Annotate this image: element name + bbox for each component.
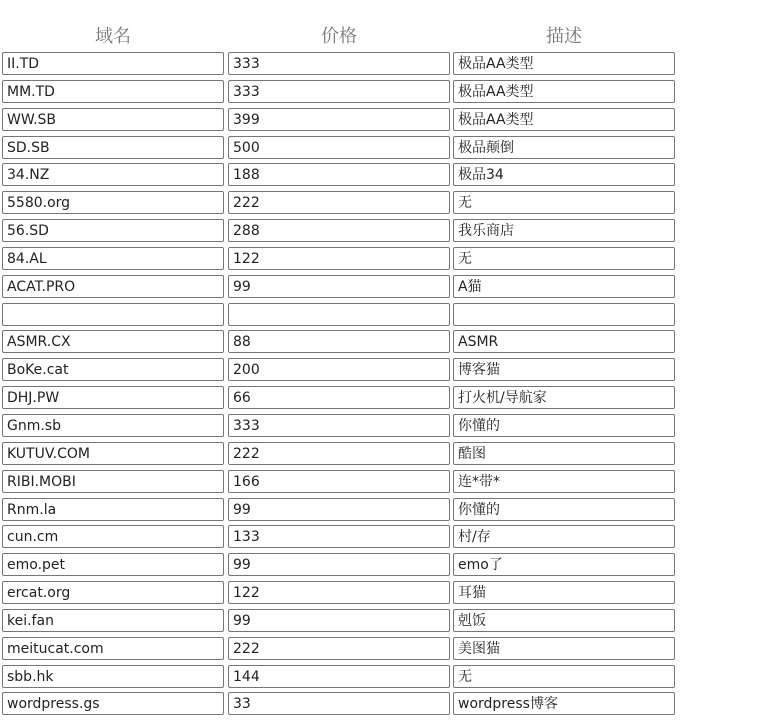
domain-field[interactable]: SD.SB — [2, 136, 224, 159]
table-row — [0, 553, 760, 581]
domain-field[interactable]: RIBI.MOBI — [2, 470, 224, 493]
domain-field[interactable]: BoKe.cat — [2, 358, 224, 381]
price-field[interactable]: 288 — [228, 219, 450, 242]
price-field[interactable]: 200 — [228, 358, 450, 381]
description-field[interactable]: A猫 — [453, 275, 675, 298]
domain-field[interactable]: 5580.org — [2, 191, 224, 214]
domain-field[interactable]: emo.pet — [2, 553, 224, 576]
price-field[interactable]: 222 — [228, 191, 450, 214]
description-field[interactable]: 耳猫 — [453, 581, 675, 604]
header-description: 描述 — [546, 26, 582, 47]
domain-field[interactable]: II.TD — [2, 52, 224, 75]
table-row — [0, 52, 760, 80]
domain-field[interactable] — [2, 303, 224, 326]
domain-field[interactable]: ercat.org — [2, 581, 224, 604]
description-field[interactable]: ASMR — [453, 330, 675, 353]
description-field[interactable]: 连*带* — [453, 470, 675, 493]
description-field[interactable]: 极品AA类型 — [453, 80, 675, 103]
domain-field[interactable]: ACAT.PRO — [2, 275, 224, 298]
domain-field[interactable]: sbb.hk — [2, 665, 224, 688]
domain-field[interactable]: ASMR.CX — [2, 330, 224, 353]
domain-list — [0, 52, 760, 720]
description-field[interactable]: 极品AA类型 — [453, 52, 675, 75]
price-field[interactable]: 333 — [228, 52, 450, 75]
price-field[interactable]: 122 — [228, 581, 450, 604]
price-field[interactable]: 399 — [228, 108, 450, 131]
description-field[interactable]: 博客猫 — [453, 358, 675, 381]
price-field[interactable] — [228, 303, 450, 326]
price-field[interactable]: 222 — [228, 637, 450, 660]
description-field[interactable]: 剋饭 — [453, 609, 675, 632]
domain-field[interactable]: 56.SD — [2, 219, 224, 242]
price-field[interactable]: 99 — [228, 498, 450, 521]
table-row — [0, 581, 760, 609]
domain-field[interactable]: Gnm.sb — [2, 414, 224, 437]
domain-field[interactable]: kei.fan — [2, 609, 224, 632]
description-field[interactable]: 极品颠倒 — [453, 136, 675, 159]
price-field[interactable]: 133 — [228, 525, 450, 548]
price-field[interactable]: 66 — [228, 386, 450, 409]
price-field[interactable]: 99 — [228, 609, 450, 632]
price-field[interactable]: 88 — [228, 330, 450, 353]
description-field[interactable]: 打火机/导航家 — [453, 386, 675, 409]
table-row — [0, 80, 760, 108]
table-row — [0, 442, 760, 470]
description-field[interactable]: 村/存 — [453, 525, 675, 548]
table-row — [0, 386, 760, 414]
table-row — [0, 665, 760, 693]
domain-field[interactable]: meitucat.com — [2, 637, 224, 660]
table-row — [0, 219, 760, 247]
price-field[interactable]: 500 — [228, 136, 450, 159]
description-field[interactable]: 无 — [453, 191, 675, 214]
table-header — [0, 22, 760, 48]
domain-field[interactable]: wordpress.gs — [2, 692, 224, 715]
description-field[interactable]: emo了 — [453, 553, 675, 576]
description-field[interactable]: 极品34 — [453, 163, 675, 186]
price-field[interactable]: 333 — [228, 414, 450, 437]
price-field[interactable]: 33 — [228, 692, 450, 715]
price-field[interactable]: 222 — [228, 442, 450, 465]
domain-field[interactable]: WW.SB — [2, 108, 224, 131]
domain-field[interactable]: KUTUV.COM — [2, 442, 224, 465]
description-field[interactable]: 极品AA类型 — [453, 108, 675, 131]
table-row — [0, 498, 760, 526]
table-row — [0, 275, 760, 303]
domain-field[interactable]: MM.TD — [2, 80, 224, 103]
description-field[interactable]: 我乐商店 — [453, 219, 675, 242]
price-field[interactable]: 144 — [228, 665, 450, 688]
table-row — [0, 303, 760, 331]
description-field[interactable]: 酷图 — [453, 442, 675, 465]
table-row — [0, 163, 760, 191]
table-row — [0, 247, 760, 275]
table-row — [0, 136, 760, 164]
domain-field[interactable]: DHJ.PW — [2, 386, 224, 409]
table-row — [0, 470, 760, 498]
table-row — [0, 525, 760, 553]
description-field[interactable]: 无 — [453, 665, 675, 688]
description-field[interactable]: 美图猫 — [453, 637, 675, 660]
table-row — [0, 692, 760, 720]
description-field[interactable]: wordpress博客 — [453, 692, 675, 715]
price-field[interactable]: 99 — [228, 275, 450, 298]
description-field[interactable]: 你懂的 — [453, 414, 675, 437]
table-row — [0, 358, 760, 386]
domain-field[interactable]: 34.NZ — [2, 163, 224, 186]
description-field[interactable]: 你懂的 — [453, 498, 675, 521]
header-domain: 域名 — [95, 26, 131, 47]
price-field[interactable]: 122 — [228, 247, 450, 270]
domain-field[interactable]: Rnm.la — [2, 498, 224, 521]
table-row — [0, 108, 760, 136]
table-row — [0, 637, 760, 665]
header-price: 价格 — [321, 26, 357, 47]
price-field[interactable]: 188 — [228, 163, 450, 186]
description-field[interactable]: 无 — [453, 247, 675, 270]
price-field[interactable]: 99 — [228, 553, 450, 576]
table-row — [0, 609, 760, 637]
domain-field[interactable]: cun.cm — [2, 525, 224, 548]
table-row — [0, 191, 760, 219]
domain-field[interactable]: 84.AL — [2, 247, 224, 270]
table-row — [0, 330, 760, 358]
price-field[interactable]: 166 — [228, 470, 450, 493]
price-field[interactable]: 333 — [228, 80, 450, 103]
table-row — [0, 414, 760, 442]
description-field[interactable] — [453, 303, 675, 326]
